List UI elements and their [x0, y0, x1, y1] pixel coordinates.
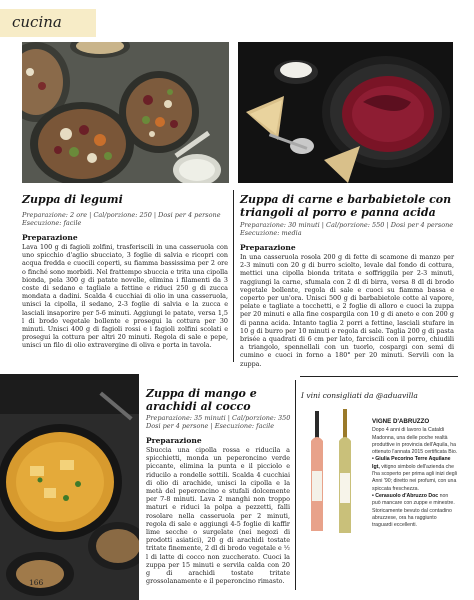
wine1-name: • Giulia Pecorino Terre Aquilane Igt,	[372, 456, 451, 470]
wine-divider	[295, 380, 296, 590]
prep-heading-legumi: Preparazione	[22, 233, 78, 242]
wine-top-rule	[300, 376, 458, 377]
recipe-meta-carne	[240, 221, 458, 237]
recipe-meta-line: Preparazione: 30 minuti | Cal/porzione: 550 | Dosi per 4 persone	[240, 221, 454, 229]
column-divider	[233, 190, 234, 362]
section-tab	[0, 9, 96, 37]
recipe-body-legumi: Lava 100 g di fagioli zolfini, trasferiscili in una casseruola con uno spicchio d'aglio sbucciato, 3 foglie di salvia e ricopri con acqua fredda e cuocili coperti, su fiamma bassissima per 2 ore o finché sono morbidi. Nel frattempo sbuccia e trita una cipolla bionda, pela 300 g di patate novelle, elimina i filamenti da 3 coste di sedano e tagliale a fettine e riduci 250 g di zucca mondata a dadini. Scalda 4 cucchiai di olio in una casseruola, unisci la cipolla, il sedano, 2-3 foglie di salvia e la zucca e lasciali insaporire per 5-6 minuti. Aggiungi le patate, versa 1,5 l di brodo vegetale bollente e prosegui la cottura per 30 minuti. Unisci 400 g di fagioli rossi e i fagioli zolfini scolati e prosegui la cottura per altri 20 minuti. Regola di sale e pepe, unisci un filo di olio extravergine di oliva e porta in tavola.	[22, 243, 228, 350]
recipe-meta-line: Esecuzione: media	[240, 229, 302, 237]
recipe-body-carne: In una casseruola rosola 200 g di fette di scamone di manzo per 2-3 minuti con 20 g di burro sciolto, levale dal fondo di cottura, mettici una cipolla bionda tritata e soffriggila per 2-3 minuti, raggiungi la carne, sfumala con 2 dl di birra, versa 8 dl di brodo vegetale bollente, regola di sale e cuoci su fiamma bassa e coperto per un'ora. Unisci 500 g di barbabietole cotte al vapore, pelate e tagliate a tocchetti, e 2 foglie di alloro e cuoci la zuppa per 20 minuti e alla fine cospargila con 10 g di aneto e con 200 g di panna acida. Intanto taglia 2 porri a fettine, lasciali stufare in 10 g di burro per 10 minuti e regola di sale. Taglia 200 g di pasta brisée a quadrati di 6 cm per lato, farciscili con il porro, chiudili a triangolo, spennellali con un tuorlo, cospargi con semi di cumino e cuoci in forno a 180° per 20 minuti. Servili con la zuppa.	[240, 253, 454, 368]
legume-soup-photo	[22, 42, 229, 183]
section-label: cucina	[12, 13, 62, 31]
recipe-meta-legumi	[22, 211, 232, 227]
wine-producer: VIGNE D'ABRUZZO	[372, 418, 430, 425]
recipe-title-carne: Zuppa di carne e barbabietole con triangoli al porro e panna acida	[240, 193, 452, 219]
wine2-name: • Cerasuolo d'Abruzzo Doc	[372, 492, 439, 499]
wine2-desc: non può mancare con zuppe e minestre. Storicamente bevuto dal contadino abruzzese, ora ha raggiunto traguardi eccellenti.	[372, 492, 455, 529]
recipe-title-legumi: Zuppa di legumi	[22, 193, 123, 206]
wine-heading: I vini consigliati da @aduavilla	[301, 391, 418, 400]
wine-intro: Dopo 4 anni di lavoro la Cataldi Madonna, una delle poche realtà produttive in provincia dell'Aquila, ha ottenuto l'annata 2015 certificata Bio.	[372, 427, 458, 456]
wine1-desc: vitigno simbolo dell'azienda che l'ha scoperto per prima agli inizi degli Anni '90; diretto nei profumi, con una spiccata freschezza.	[372, 463, 457, 492]
recipe-meta-line: Dosi per 4 persone | Esecuzione: facile	[146, 422, 275, 430]
recipe-meta-line: Esecuzione: facile	[22, 219, 82, 227]
prep-heading-carne: Preparazione	[240, 243, 296, 252]
mango-soup-photo	[0, 374, 139, 600]
wine-bottles-photo	[307, 401, 359, 541]
recipe-meta-mango	[146, 414, 296, 430]
page-number: 166	[29, 578, 44, 587]
recipe-title-mango: Zuppa di mango e arachidi al cocco	[146, 387, 257, 413]
beet-soup-photo	[238, 42, 453, 183]
wine-text	[372, 418, 458, 529]
recipe-meta-line: Preparazione: 2 ore | Cal/porzione: 250 | Dosi per 4 persone	[22, 211, 221, 219]
prep-heading-mango: Preparazione	[146, 436, 202, 445]
recipe-meta-line: Preparazione: 35 minuti | Cal/porzione: 350	[146, 414, 291, 422]
recipe-body-mango: Sbuccia una cipolla rossa e riducila a spicchietti, monda un peperoncino verde piccante, elimina la punta e il picciolo e riducilo a rondelle sottili. Scalda 4 cucchiai di olio di arachide, unisci la cipolla e la metà del peperoncino e stufali dolcemente per 7-8 minuti. Lava 2 manghi non troppo maturi e riduci la polpa a pezzetti, falli rosolare nella casseruola per 2 minuti, regola di sale e aggiungi 4-5 foglie di kaffir lime secche o surgelate (nei negozi di prodotti asiatici), 20 g di arachidi tostate tritate finemente, 2 dl di brodo vegetale e ½ l di latte di cocco non zuccherato. Cuoci la zuppa per 15 minuti e servila calda con 20 g di arachidi tostate tritate grossolanamente e il peperoncino rimasto.	[146, 446, 290, 586]
